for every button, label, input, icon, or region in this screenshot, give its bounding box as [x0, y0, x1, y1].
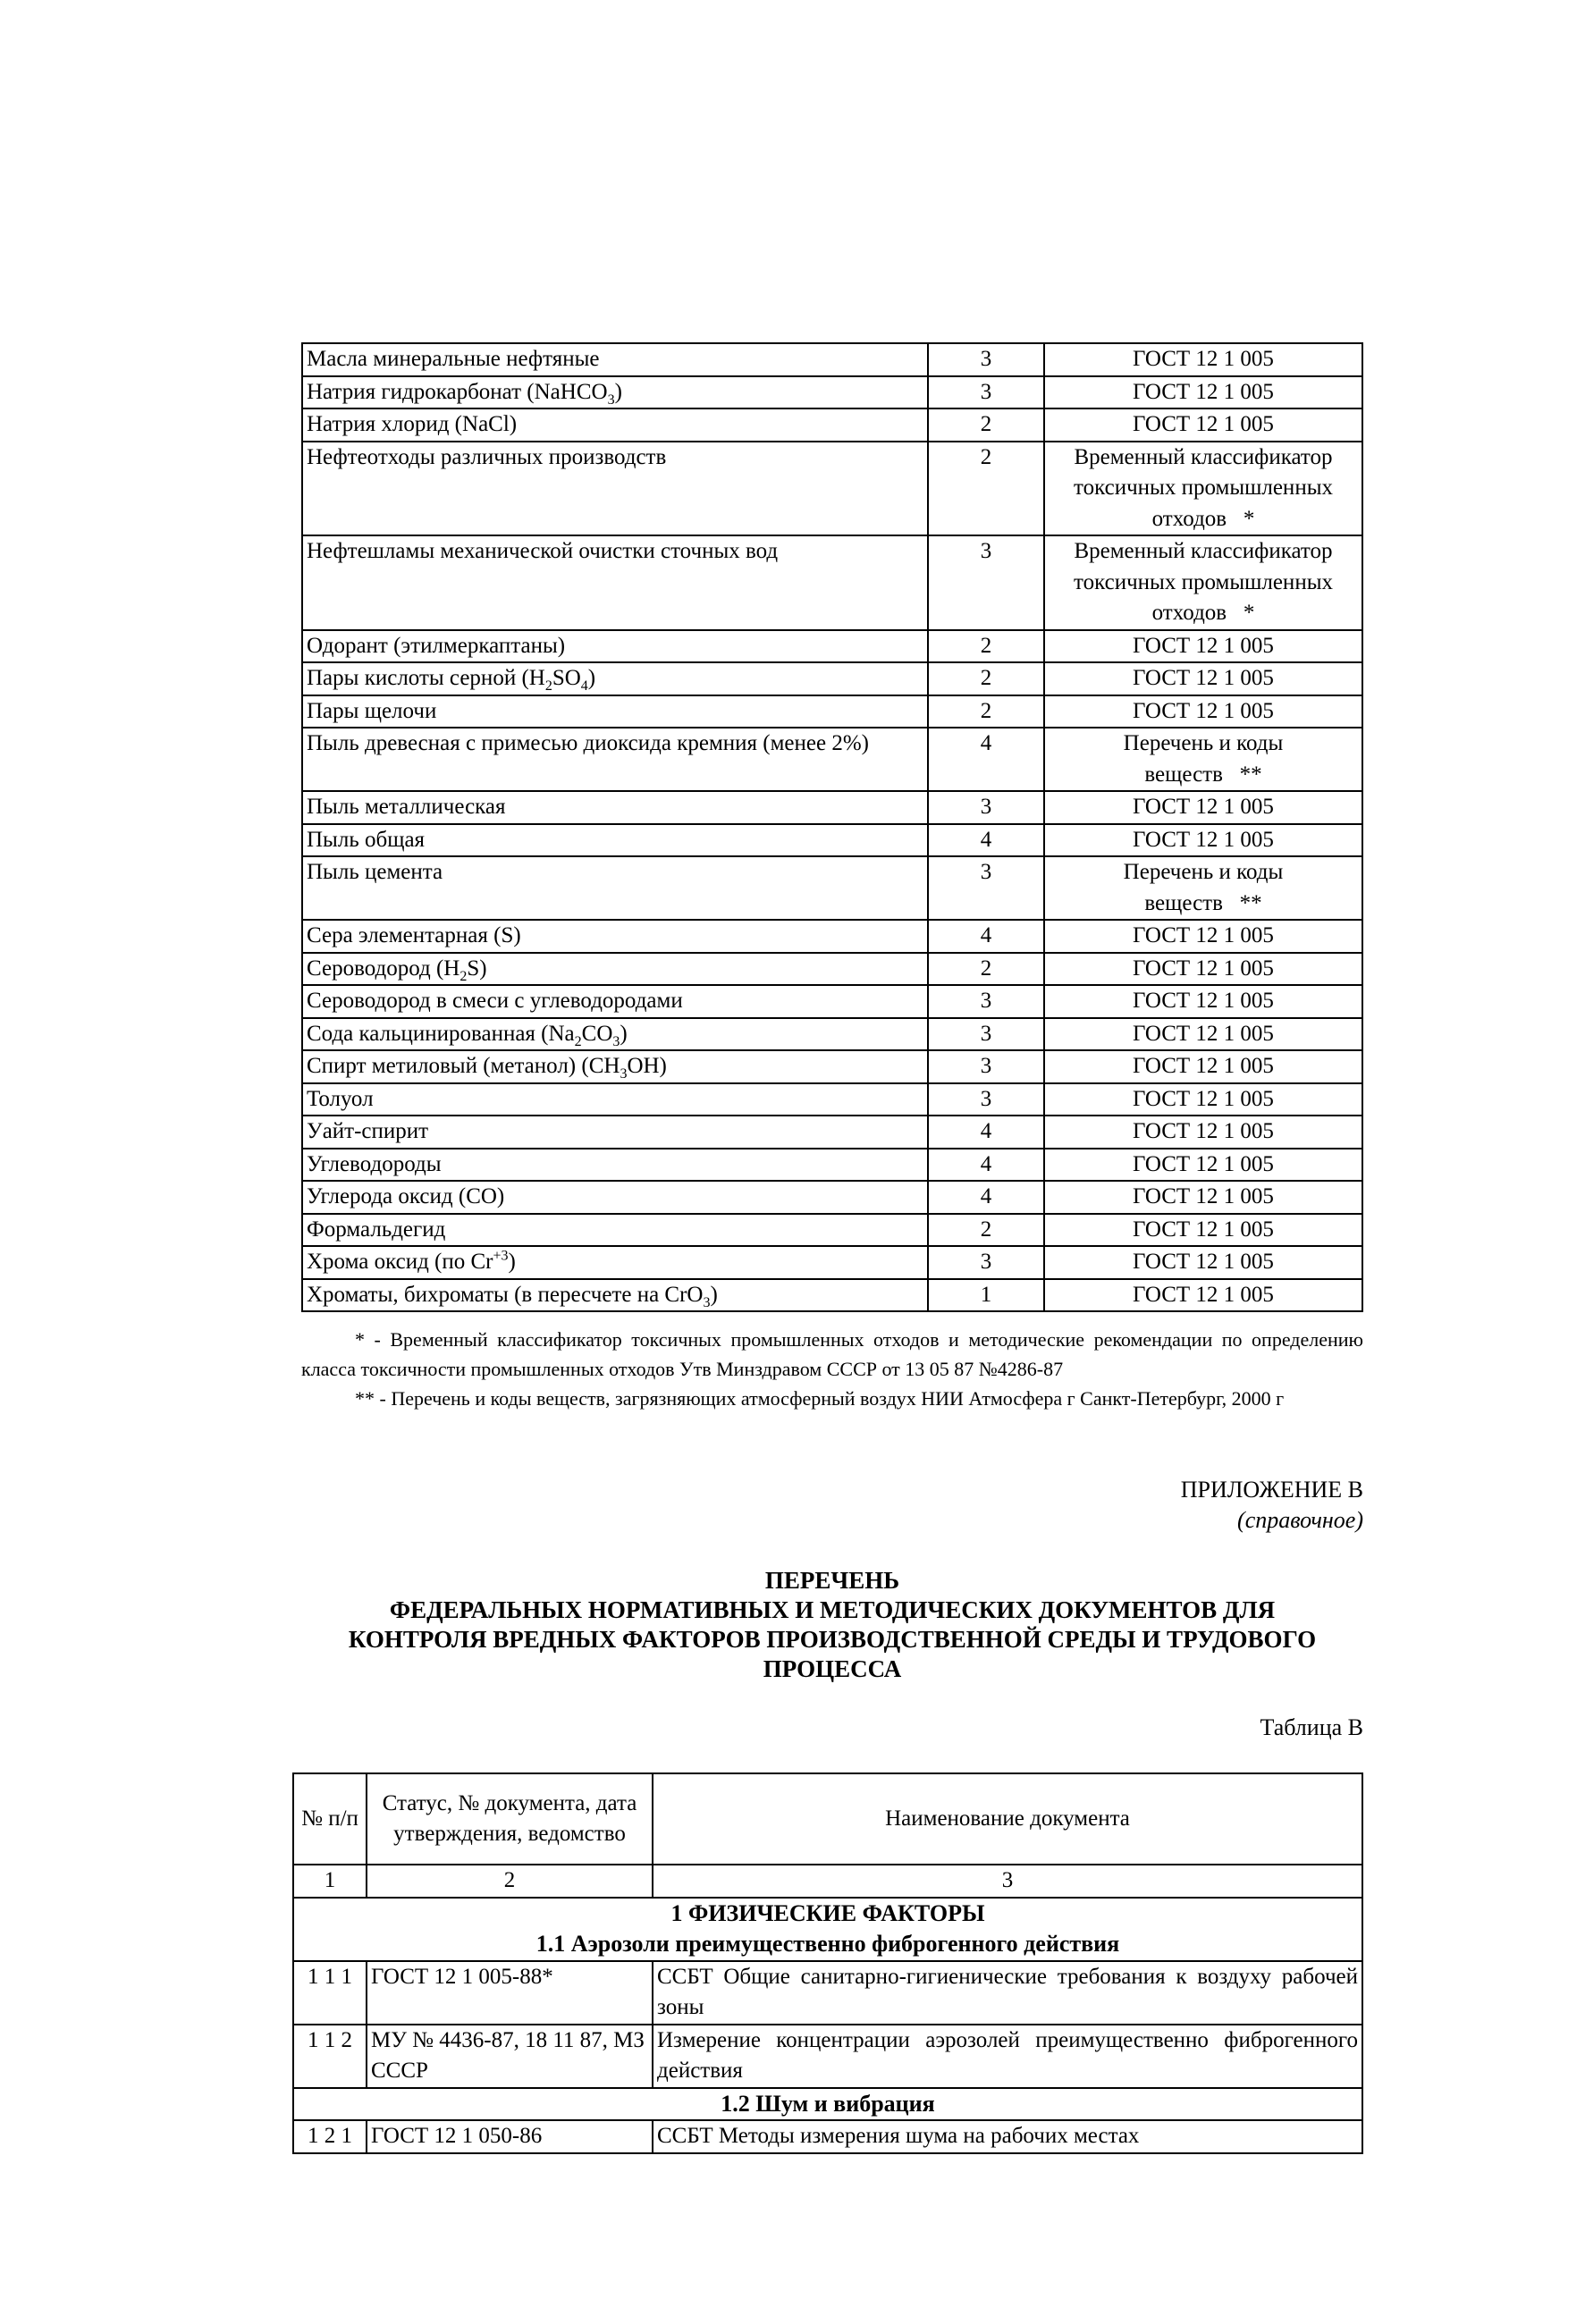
- substance-name: [302, 376, 928, 409]
- substance-name-part: Пыль древесная с примесью диоксида кремния (менее 2%): [307, 731, 870, 755]
- hazard-class: 4: [928, 1181, 1044, 1214]
- substance-name: [302, 343, 928, 376]
- substance-name: [302, 985, 928, 1018]
- substance-name-part: ): [710, 1282, 718, 1307]
- substance-name: [302, 953, 928, 986]
- table-row: [293, 1961, 1362, 2025]
- source-document: [1044, 953, 1362, 986]
- substance-name-part: Сероводород (H: [307, 956, 460, 981]
- source-line: отходов *: [1151, 601, 1255, 625]
- column-numbers-row: [293, 1865, 1362, 1898]
- substance-name-part: Углерода оксид (CO): [307, 1184, 505, 1208]
- table-row: [302, 985, 1362, 1018]
- substance-name: [302, 630, 928, 663]
- substance-name: [302, 695, 928, 728]
- source-line: ГОСТ 12 1 005: [1133, 1217, 1274, 1242]
- source-line: веществ **: [1144, 890, 1262, 915]
- source-document: [1044, 1214, 1362, 1247]
- table-row: [302, 662, 1362, 695]
- row-num: 1 2 1: [293, 2120, 367, 2153]
- table-row: [302, 920, 1362, 953]
- table-row: [302, 343, 1362, 376]
- source-document: [1044, 1246, 1362, 1279]
- substance-name-part: Пары щелочи: [307, 698, 437, 723]
- source-line: веществ **: [1144, 762, 1262, 787]
- substance-name-part: CO: [581, 1021, 613, 1046]
- source-document: [1044, 343, 1362, 376]
- substance-name: [302, 1246, 928, 1279]
- hazard-class: 4: [928, 1149, 1044, 1182]
- substance-name-part: 2: [459, 968, 468, 984]
- hazard-class: 3: [928, 1246, 1044, 1279]
- table-row: [302, 953, 1362, 986]
- substance-name: [302, 1018, 928, 1051]
- row-status: ГОСТ 12 1 005-88*: [367, 1961, 653, 2025]
- source-document: [1044, 535, 1362, 630]
- substance-name: [302, 824, 928, 857]
- substance-name-part: Хрома оксид (по Cr: [307, 1250, 493, 1274]
- substance-name-part: Масла минеральные нефтяные: [307, 347, 600, 371]
- substance-name-part: Уайт-спирит: [307, 1119, 429, 1143]
- table-row: [302, 791, 1362, 824]
- section-row: [293, 2088, 1362, 2121]
- header-row: [293, 1773, 1362, 1865]
- source-line: ГОСТ 12 1 005: [1133, 795, 1274, 819]
- table-row: [293, 2025, 1362, 2088]
- documents-table: [292, 1772, 1363, 2154]
- table-row: [302, 1083, 1362, 1116]
- footnote-1: * - Временный классификатор токсичных промышленных отходов и методические рекомендации по определению класса токсичности промышленных отходов Утв Минздравом СССР от 13 05 87 №4286-87: [301, 1328, 1363, 1380]
- substance-name: [302, 1116, 928, 1149]
- source-document: [1044, 442, 1362, 536]
- substance-name: [302, 662, 928, 695]
- substance-name-part: Пыль металлическая: [307, 795, 506, 819]
- table-row: [302, 1018, 1362, 1051]
- row-name: ССБТ Методы измерения шума на рабочих местах: [653, 2120, 1362, 2153]
- hazard-class: 4: [928, 920, 1044, 953]
- hazard-class: 4: [928, 824, 1044, 857]
- table-row: [302, 442, 1362, 536]
- substance-name-part: Сероводород в смеси с углеводородами: [307, 989, 683, 1013]
- table-row: [302, 1181, 1362, 1214]
- substance-name-part: Нефтешламы механической очистки сточных вод: [307, 539, 779, 563]
- substance-name-part: Одорант (этилмеркаптаны): [307, 633, 566, 658]
- hazard-class: 4: [928, 728, 1044, 791]
- substance-name-part: 2: [574, 1033, 582, 1049]
- substance-name-part: +3: [493, 1248, 509, 1264]
- source-document: [1044, 1018, 1362, 1051]
- substance-name-part: Пыль общая: [307, 827, 426, 852]
- row-name: Измерение концентрации аэрозолей преимущественно фиброгенного действия: [653, 2025, 1362, 2088]
- appendix-title: [301, 1566, 1363, 1684]
- source-line: ГОСТ 12 1 005: [1133, 379, 1274, 404]
- substance-name-part: OH): [627, 1054, 667, 1078]
- hazard-class: 1: [928, 1279, 1044, 1312]
- hazard-class: 2: [928, 630, 1044, 663]
- substance-name: [302, 408, 928, 442]
- section-heading: [293, 1898, 1362, 1961]
- substance-name: [302, 1149, 928, 1182]
- source-document: [1044, 920, 1362, 953]
- table-row: [302, 824, 1362, 857]
- source-line: ГОСТ 12 1 005: [1133, 412, 1274, 436]
- section-row: [293, 1898, 1362, 1961]
- substance-name-part: Спирт метиловый (метанол) (CH: [307, 1054, 620, 1078]
- substance-name: [302, 535, 928, 630]
- hazard-class: 3: [928, 1083, 1044, 1116]
- table-label: Таблица В: [1260, 1714, 1363, 1740]
- source-line: ГОСТ 12 1 005: [1133, 1054, 1274, 1078]
- source-line: ГОСТ 12 1 005: [1133, 1086, 1274, 1111]
- row-name: ССБТ Общие санитарно-гигиенические требования к воздуху рабочей зоны: [653, 1961, 1362, 2025]
- source-document: [1044, 695, 1362, 728]
- source-document: [1044, 1083, 1362, 1116]
- hazard-class: 2: [928, 662, 1044, 695]
- table-row: [302, 1050, 1362, 1083]
- source-document: [1044, 1050, 1362, 1083]
- substance-name-part: Углеводороды: [307, 1151, 442, 1176]
- substance-name: [302, 791, 928, 824]
- source-line: ГОСТ 12 1 005: [1133, 1282, 1274, 1307]
- table-row: [302, 376, 1362, 409]
- source-line: ГОСТ 12 1 005: [1133, 1021, 1274, 1046]
- substance-name-part: Пыль цемента: [307, 860, 443, 884]
- substance-name: [302, 1083, 928, 1116]
- substance-name: [302, 1214, 928, 1247]
- substance-name-part: ): [614, 379, 622, 404]
- source-document: [1044, 630, 1362, 663]
- title-line: ПЕРЕЧЕНЬ: [764, 1567, 900, 1594]
- column-number: 2: [367, 1865, 653, 1898]
- footnote-2: ** - Перечень и коды веществ, загрязняющих атмосферный воздух НИИ Атмосфера г Санкт-Петербург, 2000 г: [355, 1387, 1285, 1410]
- hazard-class: 2: [928, 1214, 1044, 1247]
- source-document: [1044, 1116, 1362, 1149]
- substance-name-part: 3: [620, 1066, 628, 1082]
- source-line: токсичных промышленных: [1074, 569, 1333, 594]
- substance-name-part: Толуол: [307, 1086, 374, 1111]
- table-row: [302, 695, 1362, 728]
- hazard-class: 3: [928, 376, 1044, 409]
- column-number: 3: [653, 1865, 1362, 1898]
- table-row: [302, 1214, 1362, 1247]
- header-status: Статус, № документа, дата утверждения, ведомство: [367, 1773, 653, 1865]
- substance-name-part: Нефтеотходы различных производств: [307, 444, 667, 469]
- title-line: ПРОЦЕССА: [763, 1655, 902, 1682]
- substance-name: [302, 920, 928, 953]
- source-document: [1044, 856, 1362, 920]
- table-row: [293, 2120, 1362, 2153]
- table-row: [302, 535, 1362, 630]
- substance-name-part: Сода кальцинированная (Na: [307, 1021, 575, 1046]
- source-line: ГОСТ 12 1 005: [1133, 989, 1274, 1013]
- source-line: ГОСТ 12 1 005: [1133, 698, 1274, 723]
- source-line: Перечень и коды: [1123, 731, 1284, 755]
- substance-name-part: 3: [607, 392, 615, 408]
- source-line: ГОСТ 12 1 005: [1133, 1184, 1274, 1208]
- header-num: № п/п: [293, 1773, 367, 1865]
- substance-name-part: SO: [552, 666, 581, 690]
- hazard-class: 3: [928, 1018, 1044, 1051]
- source-line: ГОСТ 12 1 005: [1133, 666, 1274, 690]
- hazard-class: 3: [928, 856, 1044, 920]
- substance-name-part: Натрия гидрокарбонат (NaHCO: [307, 379, 608, 404]
- source-document: [1044, 728, 1362, 791]
- source-document: [1044, 824, 1362, 857]
- row-num: 1 1 1: [293, 1961, 367, 2025]
- substance-name: [302, 1050, 928, 1083]
- table-row: [302, 1246, 1362, 1279]
- substance-name: [302, 1181, 928, 1214]
- substance-name-part: Пары кислоты серной (H: [307, 666, 545, 690]
- source-document: [1044, 662, 1362, 695]
- hazard-class: 2: [928, 442, 1044, 536]
- subsection-title: 1.1 Аэрозоли преимущественно фиброгенного действия: [535, 1931, 1120, 1957]
- substance-name-part: Натрия хлорид (NaCl): [307, 412, 518, 436]
- substance-name-part: Хроматы, бихроматы (в пересчете на CrO: [307, 1282, 704, 1307]
- source-line: ГОСТ 12 1 005: [1133, 956, 1274, 981]
- source-document: [1044, 1181, 1362, 1214]
- source-line: ГОСТ 12 1 005: [1133, 827, 1274, 852]
- substance-name: [302, 1279, 928, 1312]
- hazard-class: 2: [928, 408, 1044, 442]
- substance-name-part: ): [587, 666, 596, 690]
- source-document: [1044, 408, 1362, 442]
- source-line: ГОСТ 12 1 005: [1133, 1151, 1274, 1176]
- hazard-class: 2: [928, 695, 1044, 728]
- source-line: ГОСТ 12 1 005: [1133, 347, 1274, 371]
- source-document: [1044, 376, 1362, 409]
- substance-name-part: S): [467, 956, 487, 981]
- substance-name-part: 2: [544, 678, 552, 694]
- substance-name-part: ): [508, 1250, 516, 1274]
- substance-name: [302, 856, 928, 920]
- source-line: ГОСТ 12 1 005: [1133, 923, 1274, 947]
- hazard-class: 4: [928, 1116, 1044, 1149]
- source-line: Временный классификатор: [1074, 539, 1333, 563]
- hazard-class: 2: [928, 953, 1044, 986]
- source-document: [1044, 791, 1362, 824]
- source-line: Перечень и коды: [1123, 860, 1284, 884]
- row-status: ГОСТ 12 1 050-86: [367, 2120, 653, 2153]
- hazard-class: 3: [928, 1050, 1044, 1083]
- appendix-label: ПРИЛОЖЕНИЕ В: [1180, 1477, 1363, 1503]
- substances-table: [301, 342, 1363, 1312]
- substance-name-part: 3: [612, 1033, 620, 1049]
- hazard-class: 3: [928, 985, 1044, 1018]
- hazard-class: 3: [928, 343, 1044, 376]
- appendix-type: (справочное): [1237, 1507, 1363, 1533]
- source-line: ГОСТ 12 1 005: [1133, 1119, 1274, 1143]
- substance-name-part: 4: [580, 678, 588, 694]
- footnotes: [301, 1325, 1363, 1413]
- hazard-class: 3: [928, 791, 1044, 824]
- table-row: [302, 1116, 1362, 1149]
- table-row: [302, 856, 1362, 920]
- header-name: Наименование документа: [653, 1773, 1362, 1865]
- substance-name-part: Сера элементарная (S): [307, 923, 521, 947]
- hazard-class: 3: [928, 535, 1044, 630]
- row-status: МУ № 4436-87, 18 11 87, МЗ СССР: [367, 2025, 653, 2088]
- source-line: токсичных промышленных: [1074, 476, 1333, 500]
- substance-name: [302, 442, 928, 536]
- source-document: [1044, 985, 1362, 1018]
- source-document: [1044, 1149, 1362, 1182]
- title-line: КОНТРОЛЯ ВРЕДНЫХ ФАКТОРОВ ПРОИЗВОДСТВЕННОЙ СРЕДЫ И ТРУДОВОГО: [348, 1626, 1317, 1653]
- table-row: [302, 1149, 1362, 1182]
- source-line: отходов *: [1151, 506, 1255, 531]
- title-line: ФЕДЕРАЛЬНЫХ НОРМАТИВНЫХ И МЕТОДИЧЕСКИХ ДОКУМЕНТОВ ДЛЯ: [389, 1596, 1276, 1623]
- substance-name-part: ): [620, 1021, 628, 1046]
- source-document: [1044, 1279, 1362, 1312]
- subsection-title: 1.2 Шум и вибрация: [293, 2088, 1362, 2121]
- table-row: [302, 728, 1362, 791]
- substance-name-part: 3: [703, 1294, 711, 1310]
- row-num: 1 1 2: [293, 2025, 367, 2088]
- substance-name-part: Формальдегид: [307, 1217, 446, 1242]
- source-line: ГОСТ 12 1 005: [1133, 633, 1274, 658]
- table-row: [302, 1279, 1362, 1312]
- section-title: 1 ФИЗИЧЕСКИЕ ФАКТОРЫ: [670, 1899, 985, 1926]
- table-row: [302, 408, 1362, 442]
- column-number: 1: [293, 1865, 367, 1898]
- source-line: Временный классификатор: [1074, 444, 1333, 469]
- substance-name: [302, 728, 928, 791]
- table-row: [302, 630, 1362, 663]
- source-line: ГОСТ 12 1 005: [1133, 1250, 1274, 1274]
